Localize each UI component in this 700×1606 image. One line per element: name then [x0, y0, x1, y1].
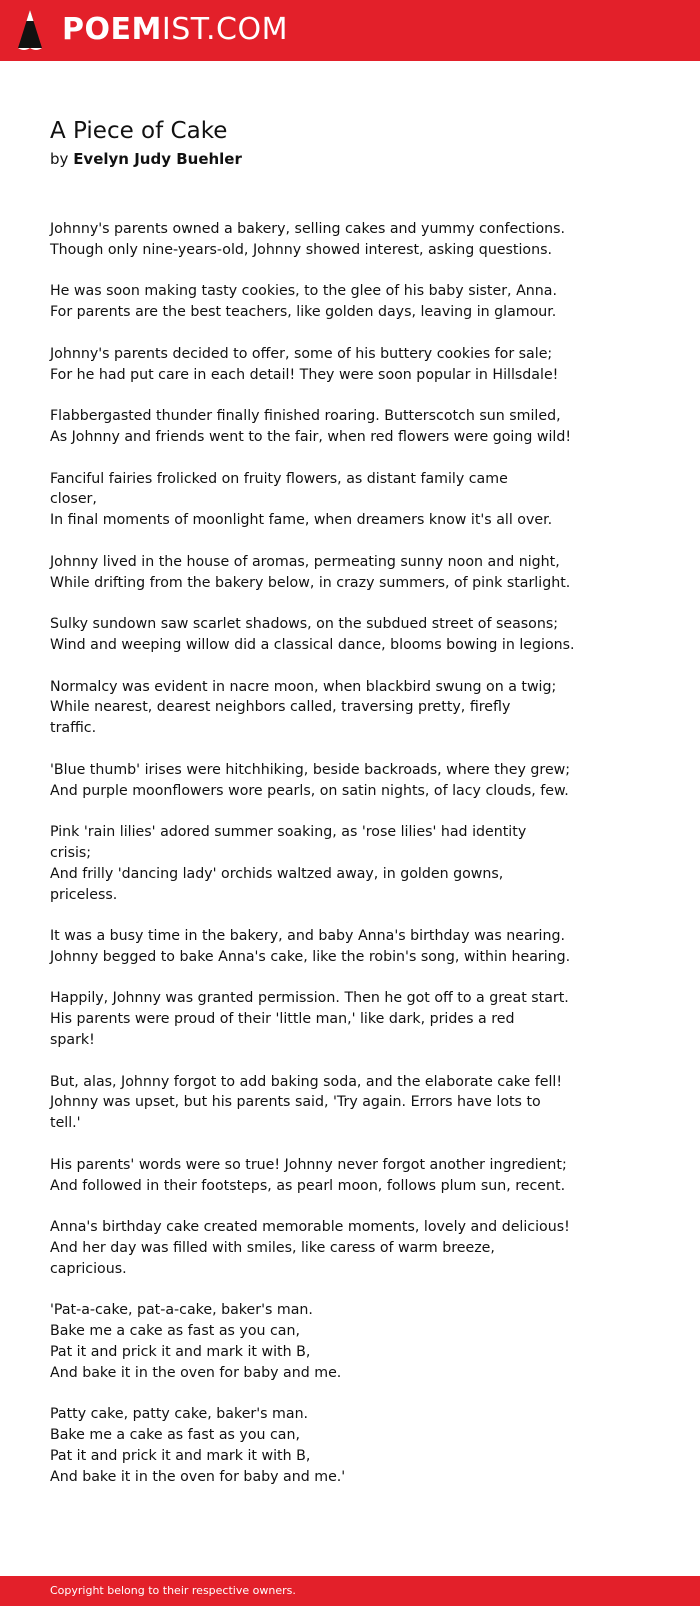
poem-line: And her day was filled with smiles, like caress of warm breeze, — [50, 1240, 495, 1257]
logo-light-text: IST.COM — [161, 12, 288, 47]
poem-line: He was soon making tasty cookies, to the glee of his baby sister, Anna. — [50, 283, 557, 300]
poem-line: Johnny's parents owned a bakery, selling cakes and yummy confections. — [50, 221, 566, 237]
poem-line: Johnny's parents decided to offer, some of his buttery cookies for sale; — [50, 345, 553, 362]
poem-line: capricious. — [50, 1260, 127, 1277]
poem-line: Johnny begged to bake Anna's cake, like the robin's song, within hearing. — [50, 948, 571, 965]
poem-stanza — [50, 822, 570, 905]
poem-line: priceless. — [50, 886, 118, 903]
poem-line: It was a busy time in the bakery, and baby Anna's birthday was nearing. — [50, 928, 565, 945]
copyright-text: Copyright belong to their respective owners. — [50, 1584, 296, 1597]
footer-bar — [0, 1576, 700, 1606]
poem-body — [50, 219, 575, 1508]
poem-line: Johnny was upset, but his parents said, 'Try again. Errors have lots to — [50, 1094, 541, 1111]
poem-line: 'Blue thumb' irises were hitchhiking, beside backroads, where they grew; — [50, 761, 571, 778]
poem-line: Though only nine-years-old, Johnny showed interest, asking questions. — [50, 241, 553, 258]
poem-title: A Piece of Cake — [50, 118, 228, 144]
poem-line: And frilly 'dancing lady' orchids waltzed away, in golden gowns, — [50, 865, 504, 882]
top-bar — [0, 0, 700, 61]
poem-stanza — [50, 344, 570, 386]
poem-stanza — [50, 281, 570, 323]
poem-line: tell.' — [50, 1115, 81, 1132]
poem-line: While nearest, dearest neighbors called, traversing pretty, firefly — [50, 699, 511, 716]
poem-line: spark! — [50, 1032, 95, 1049]
poem-line: crisis; — [50, 844, 92, 861]
poem-stanza — [50, 406, 570, 448]
poem-line: Pink 'rain lilies' adored summer soaking, as 'rose lilies' had identity — [50, 824, 527, 841]
poem-line: traffic. — [50, 720, 97, 737]
poem-line: Patty cake, patty cake, baker's man. — [50, 1406, 309, 1423]
poem-stanza — [50, 1155, 570, 1197]
by-label: by — [50, 150, 69, 168]
logo-bold-text: POEM — [62, 12, 162, 47]
poem-stanza — [50, 1217, 570, 1279]
poem-line: Anna's birthday cake created memorable moments, lovely and delicious! — [50, 1219, 570, 1236]
poem-line: As Johnny and friends went to the fair, when red flowers were going wild! — [50, 428, 572, 445]
author-name: Evelyn Judy Buehler — [73, 150, 242, 168]
byline — [50, 148, 242, 170]
poem-stanza — [50, 760, 570, 802]
poem-line: Johnny lived in the house of aromas, permeating sunny noon and night, — [50, 553, 560, 570]
poem-line: In final moments of moonlight fame, when dreamers know it's all over. — [50, 512, 553, 529]
poem-line: And bake it in the oven for baby and me. — [50, 1364, 342, 1381]
poem-stanza — [50, 926, 570, 968]
poem-line: And followed in their footsteps, as pearl moon, follows plum sun, recent. — [50, 1177, 566, 1194]
site-logo[interactable] — [62, 11, 288, 49]
poem-stanza — [50, 552, 570, 594]
poem-line: Pat it and prick it and mark it with B, — [50, 1344, 311, 1361]
pencil-logo-icon[interactable] — [17, 9, 43, 52]
poem-line: For he had put care in each detail! They were soon popular in Hillsdale! — [50, 366, 559, 383]
poem-line: Sulky sundown saw scarlet shadows, on the subdued street of seasons; — [50, 616, 559, 633]
poem-stanza — [50, 614, 575, 656]
poem-line: closer, — [50, 491, 97, 508]
poem-line: And bake it in the oven for baby and me.' — [50, 1468, 346, 1485]
poem-stanza — [50, 988, 570, 1050]
poem-line: Normalcy was evident in nacre moon, when blackbird swung on a twig; — [50, 678, 557, 695]
poem-line: Bake me a cake as fast as you can, — [50, 1323, 300, 1340]
poem-line: While drifting from the bakery below, in crazy summers, of pink starlight. — [50, 574, 571, 591]
poem-stanza — [50, 1072, 570, 1134]
poem-stanza — [50, 1300, 570, 1383]
poem-line: But, alas, Johnny forgot to add baking soda, and the elaborate cake fell! — [50, 1073, 563, 1090]
poem-line: 'Pat-a-cake, pat-a-cake, baker's man. — [50, 1302, 313, 1319]
poem-stanza — [50, 469, 570, 531]
poem-line: Bake me a cake as fast as you can, — [50, 1427, 300, 1444]
poem-line: His parents were proud of their 'little man,' like dark, prides a red — [50, 1011, 515, 1028]
poem-line: His parents' words were so true! Johnny never forgot another ingredient; — [50, 1156, 567, 1173]
poem-line: Pat it and prick it and mark it with B, — [50, 1448, 311, 1465]
poem-stanza — [50, 677, 570, 739]
poem-line: Wind and weeping willow did a classical dance, blooms bowing in legions. — [50, 636, 575, 653]
poem-line: For parents are the best teachers, like golden days, leaving in glamour. — [50, 304, 557, 321]
poem-stanza — [50, 1404, 570, 1487]
poem-line: Flabbergasted thunder finally finished roaring. Butterscotch sun smiled, — [50, 408, 561, 425]
poem-line: And purple moonflowers wore pearls, on satin nights, of lacy clouds, few. — [50, 782, 569, 799]
poem-stanza — [50, 219, 570, 261]
poem-line: Happily, Johnny was granted permission. Then he got off to a great start. — [50, 990, 569, 1007]
poem-line: Fanciful fairies frolicked on fruity flowers, as distant family came — [50, 470, 508, 487]
